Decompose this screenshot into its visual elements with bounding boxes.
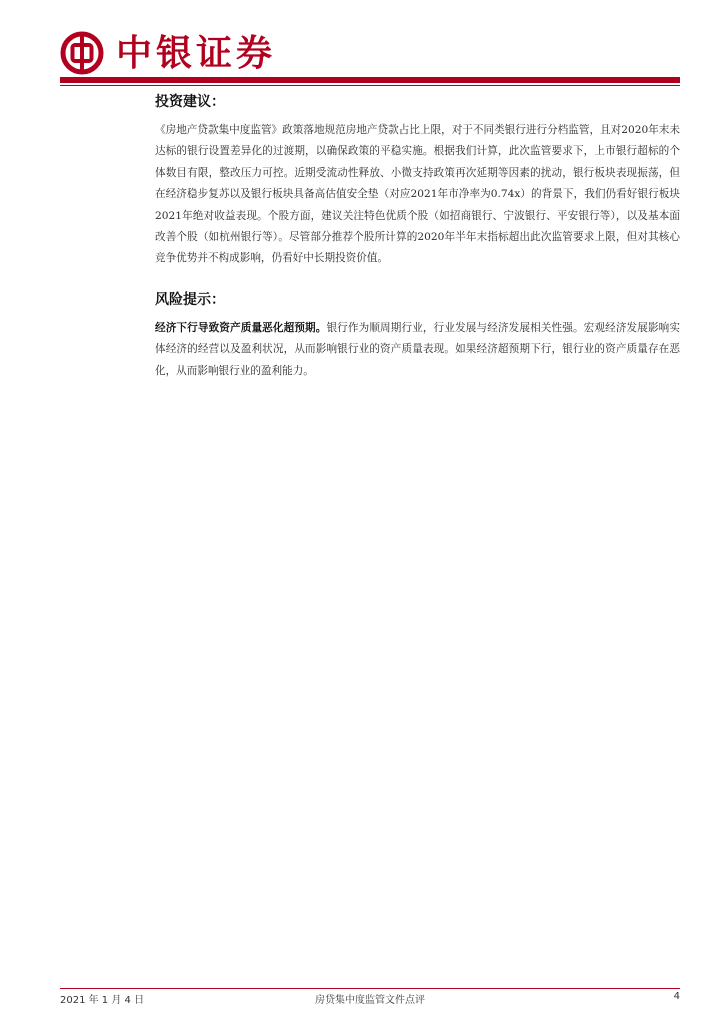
header-divider-thin [60, 85, 680, 86]
risk-section [155, 290, 680, 382]
risk-lead: 经济下行导致资产质量恶化超预期。 [155, 322, 327, 334]
footer-doc-title: 房贷集中度监管文件点评 [315, 995, 425, 1006]
report-header [60, 28, 276, 78]
risk-body: 银行作为顺周期行业，行业发展与经济发展相关性强。宏观经济发展影响实体经济的经营以及盈利状况，从而影响银行业的资产质量表现。如果经济超预期下行，银行业的资产质量存在恶化，从而影响银行业的盈利能力。 [155, 322, 680, 377]
investment-title: 投资建议： [155, 94, 225, 110]
brand-name: 中银证券 [116, 32, 277, 74]
page-number: 4 [673, 991, 680, 1002]
footer-divider [60, 988, 680, 989]
risk-title: 风险提示： [155, 292, 225, 308]
investment-section [155, 92, 680, 270]
bank-of-china-logo-icon [60, 31, 104, 75]
risk-paragraph [155, 318, 680, 382]
report-date: 2021 年 1 月 4 日 [60, 995, 145, 1006]
page-footer [60, 991, 680, 1007]
investment-body: 《房地产贷款集中度监管》政策落地规范房地产贷款占比上限，对于不同类银行进行分档监管，且对2020年末未达标的银行设置差异化的过渡期，以确保政策的平稳实施。根据我们计算，此次监管要求下，上市银行超标的个体数目有限，整改压力可控。近期受流动性释放、小微支持政策再次延期等因素的扰动，银行板块表现振荡，但在经济稳步复苏以及银行板块具备高估值安全垫（对应2021年市净率为0.74x）的背景下，我们仍看好银行板块2021年绝对收益表现。个股方面，建议关注特色优质个股（如招商银行、宁波银行、平安银行等），以及基本面改善个股（如杭州银行等）。尽管部分推荐个股所计算的2020年半年末指标超出此次监管要求上限，但对其核心竞争优势并不构成影响，仍看好中长期投资价值。 [155, 124, 680, 265]
header-divider [60, 77, 680, 83]
